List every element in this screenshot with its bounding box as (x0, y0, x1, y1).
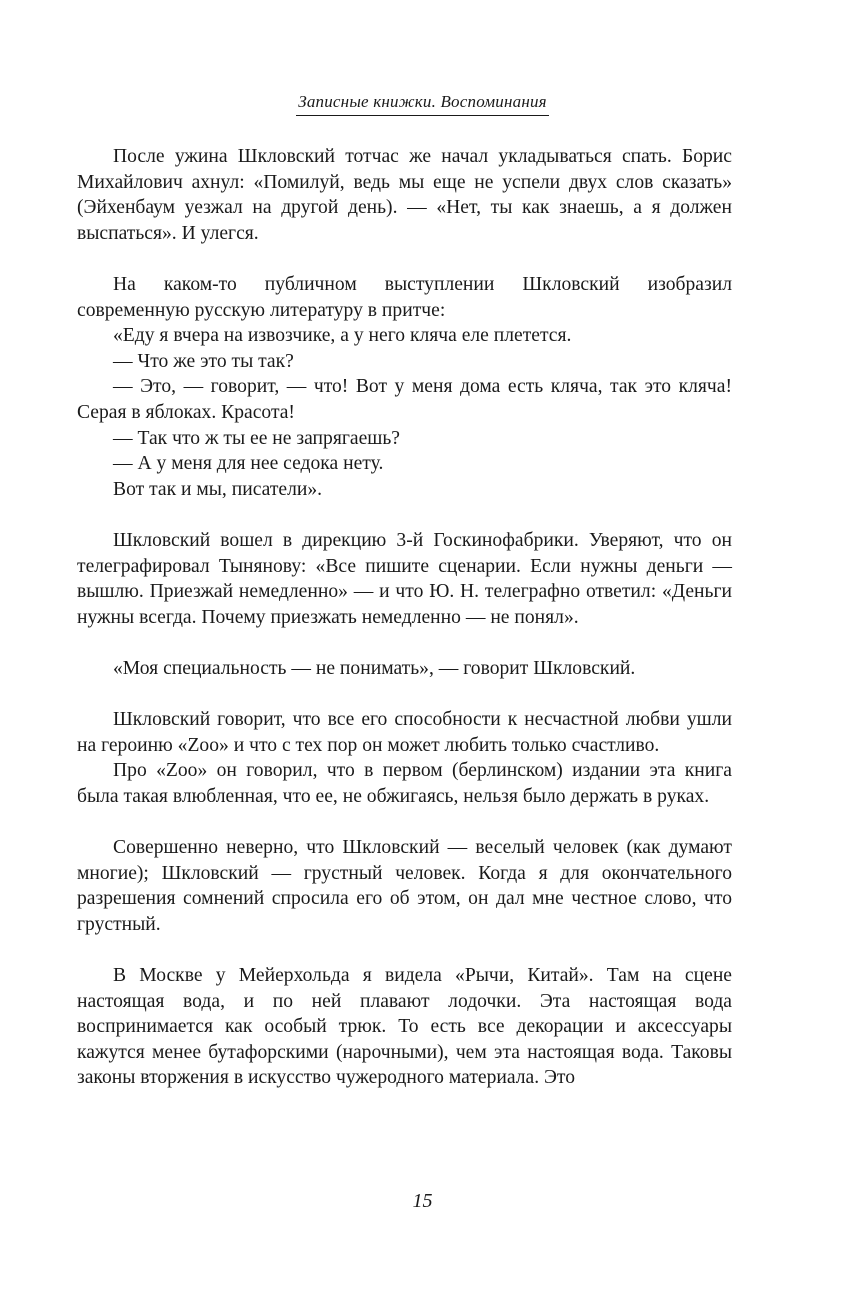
dialogue-line: Вот так и мы, писатели». (113, 478, 323, 500)
paragraph: Шкловский вошел в дирекцию 3-й Госкинофабрики. Уверяют, что он телеграфировал Тынянову: «Все пишите сценарии. Если нужны деньги — вышлю. Приезжай немедленно» — и что Ю. Н. телеграфно ответил: «Деньги нужны всегда. Почему приезжать немедленно — не понял». (77, 529, 732, 628)
dialogue-line: — Так что ж ты ее не запрягаешь? (113, 427, 400, 449)
page-number: 15 (412, 1190, 433, 1212)
paragraph: В Москве у Мейерхольда я видела «Рычи, Китай». Там на сцене настоящая вода, и по ней плавают лодочки. Эта настоящая вода воспринимается как особый трюк. То есть все декорации и аксессуары кажутся менее бутафорскими (нарочными), чем эта настоящая вода. Таковы законы вторжения в искусство чужеродного материала. Это (77, 965, 732, 1089)
paragraph: Совершенно неверно, что Шкловский — веселый человек (как думают многие); Шкловский — грустный человек. Когда я для окончательного разрешения сомнений спросила его об этом, он дал мне честное слово, что грустный. (77, 837, 732, 935)
dialogue-line: «Еду я вчера на извозчике, а у него кляча еле плетется. (113, 325, 572, 347)
running-header-title: Записные книжки. Воспоминания (296, 92, 549, 116)
paragraph: На каком-то публичном выступлении Шкловский изобразил современную русскую литературу в притче: (77, 273, 732, 321)
dialogue-line: — А у меня для нее седока нету. (113, 453, 384, 475)
paragraph: Про «Zoo» он говорил, что в первом (берлинском) издании эта книга была такая влюбленная, что ее, не обжигаясь, нельзя было держать в руках. (77, 760, 732, 807)
paragraph: «Моя специальность — не понимать», — говорит Шкловский. (113, 657, 636, 679)
page-body (77, 144, 732, 1091)
paragraph: После ужина Шкловский тотчас же начал укладываться спать. Борис Михайлович ахнул: «Помилуй, ведь мы еще не успели двух слов сказать» (Эйхенбаум уезжал на другой день). — «Нет, ты как знаешь, а я должен выспаться». И улегся. (77, 146, 732, 244)
dialogue-line: — Это, — говорит, — что! Вот у меня дома есть кляча, так это кляча! Серая в яблоках. Красота! (77, 376, 732, 423)
paragraph: Шкловский говорит, что все его способности к несчастной любви ушли на героиню «Zoo» и что с тех пор он может любить только счастливо. (77, 709, 732, 756)
running-header (0, 92, 845, 116)
dialogue-line: — Что же это ты так? (113, 350, 294, 372)
